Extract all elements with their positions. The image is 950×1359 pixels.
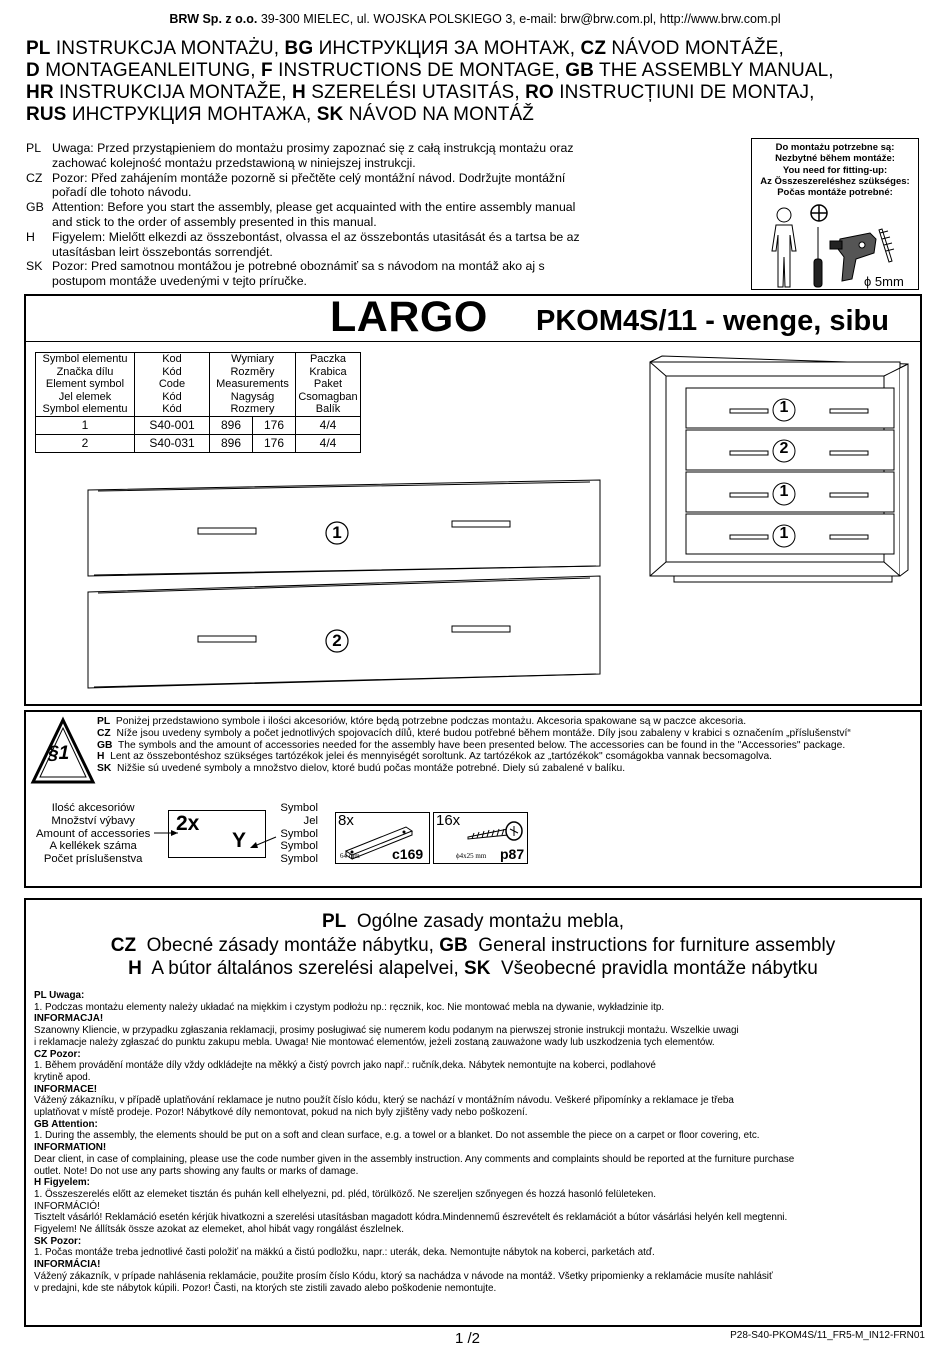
instruction-heading: INFORMACE! [34, 1083, 98, 1095]
note-text: Poniżej przedstawiono symbole i ilości akcesoriów, które będą potrzebne podczas montażu. Akcesoria spakowane są w paczce akcesoria. [115, 716, 747, 727]
cell-symbol: 2 [36, 434, 135, 452]
title-text: INSTRUCȚIUNI DE MONTAJ, [559, 82, 815, 103]
header-line: Kód [162, 403, 182, 415]
instruction-line: Vážený zákazníku, v případě uplatňování reklamace je nutno použít číslo kódu, který se nachází v montážním návodu. Veškeré připomínky a reklamace je třeba [34, 1095, 734, 1107]
instruction-line: v predajni, kde ste nábytok kúpili. Pozor! Časti, na ktorých ste zistili zavado alebo poškodenie nemontujte. [34, 1282, 497, 1294]
legend-line: Jel [303, 814, 318, 827]
instruction-heading: INFORMATION! [34, 1142, 107, 1154]
title-line [26, 104, 834, 126]
lang-code: RO [525, 82, 554, 103]
drawer-number: 1 [779, 525, 789, 542]
instruction-line: INFORMÁCIÓ! [34, 1200, 100, 1212]
header-line: Element symbol [45, 378, 125, 390]
handle-icon [198, 528, 256, 534]
chest-of-drawers-drawing [640, 350, 920, 590]
title-text: INSTRUKCJA MONTAŻU, [55, 38, 280, 59]
lang-code: GB [26, 200, 44, 215]
manual-titles [26, 38, 834, 126]
lang-code: RUS [26, 104, 67, 125]
intro-note [26, 230, 646, 260]
cell-code: S40-001 [135, 416, 210, 434]
header-package [296, 353, 361, 417]
header-line: Paczka [309, 353, 347, 365]
accessory-code: c169 [392, 846, 424, 862]
product-name: LARGO [330, 293, 488, 341]
instruction-line: Vážený zákazník, v prípade nahlásenia reklamácie, použite prosím číslo Kódu, ktorý sa nachádza v návode na montáž. Všetky pripomienky a reklamácie musíte nahlásiť [34, 1270, 773, 1282]
lang-code: H [292, 82, 306, 103]
note-text: Figyelem: Mielőtt elkezdi az összebontást, olvassa el az összebontás utasitását és a tartsa be az [52, 229, 580, 244]
instruction-line: Szanowny Kliencie, w przypadku zgłaszania reklamacji, prosimy posługiwać się numerem kodu podanym na pierwszej stronie instrukcji montażu. Wszelkie uwagi [34, 1025, 739, 1037]
header-measurements [210, 353, 296, 417]
general-title-line [24, 934, 922, 958]
handle-icon [830, 493, 868, 497]
lang-code: SK [316, 104, 344, 125]
tools-header-line: Nezbytné během montáže: [775, 153, 895, 165]
lang-code: H [97, 751, 105, 763]
handle-icon [730, 535, 768, 539]
intro-note [26, 200, 646, 230]
title-text: Ogólne zasady montażu mebla, [356, 911, 625, 932]
tools-header [752, 139, 918, 198]
legend-line: Amount of accessories [36, 827, 151, 840]
handle-icon [452, 521, 510, 527]
note-text: Níže jsou uvedeny symboly a počet jednotlivých spojovacích dílů, které budou potřebné během montáže. Díly jsou zabaleny v krabici s označením „příslušenství“ [116, 727, 851, 739]
acc-note [97, 751, 917, 763]
header-line: Rozmery [230, 403, 275, 415]
accessory-qty: 16x [436, 812, 461, 829]
instruction-line: outlet. Note! Do not use any parts showing any faults or marks of damage. [34, 1165, 359, 1177]
accessory-code: p87 [500, 846, 525, 862]
screw-icon [464, 817, 528, 847]
note-text: Pozor: Před zahájením montáže pozorně si přečtěte celý montážní návod. Dodržujte montážní [52, 170, 566, 185]
note-text: and stick to the order of assembly presented in this manual. [52, 214, 377, 229]
title-line [26, 38, 834, 60]
title-text: INSTRUCTIONS DE MONTAGE, [278, 60, 560, 81]
cell-package: 4/4 [296, 416, 361, 434]
cell-height: 176 [253, 434, 296, 452]
instruction-line: 1. Během provádění montáže díly vždy odkládejte na měkký a čistý povrch jako např.: ručník,deka. Nábytek nemontujte na koberci, podlahové [34, 1060, 656, 1072]
page-number: 1 /2 [455, 1330, 481, 1347]
general-title [24, 910, 922, 981]
screwdriver-icon [814, 227, 822, 287]
handle-icon [730, 493, 768, 497]
header-line: Rozměry [230, 365, 275, 378]
header-line: Kód [162, 365, 182, 378]
lang-code: H [26, 229, 35, 244]
tools-header-line: Az Összeszereléshez szükséges: [760, 175, 910, 187]
accessory-dim: ϕ4x25 mm [456, 852, 487, 860]
header-line: Kód [162, 390, 182, 403]
lang-code: CZ [580, 38, 607, 59]
lang-code: GB [565, 60, 594, 81]
document-code: P28-S40-PKOM4S/11_FR5-M_IN12-FRN01 [730, 1330, 925, 1341]
acc-note [97, 728, 917, 740]
title-text: INSTRUKCIJA MONTAŽE, [59, 82, 287, 103]
header-line: Measurements [216, 378, 289, 390]
legend-line: Počet príslušenstva [43, 853, 143, 866]
title-text: ИНСТРУКЦИЯ МОНТАЖА, [71, 104, 312, 125]
cell-width: 896 [210, 416, 253, 434]
lang-code: SK [464, 958, 491, 979]
drawer-number: 2 [779, 440, 789, 457]
lang-code: CZ [110, 934, 137, 956]
parts-table [35, 352, 361, 453]
legend-line: Symbol [280, 827, 318, 840]
note-text: Pozor: Pred samotnou montážou je potrebné oboznámiť sa s návodom na montáž ako aj s [52, 259, 545, 274]
accessories-notes [97, 716, 917, 775]
parts-table-header [36, 353, 361, 417]
lang-code: CZ [97, 727, 111, 739]
table-row [36, 416, 361, 434]
lang-code: D [26, 60, 40, 81]
note-text: Attention: Before you start the assembly, please get acquainted with the entire assembly manual [52, 200, 576, 215]
instruction-heading: H Figyelem: [34, 1177, 90, 1189]
tools-header-line: You need for fitting-up: [782, 164, 888, 176]
instruction-heading: GB Attention: [34, 1118, 98, 1130]
note-text: postupom montáže uvedenými v tejto príručke. [52, 274, 307, 289]
panel-number-2: 2 [332, 631, 342, 650]
product-model: PKOM4S/11 - wenge, sibu [536, 305, 889, 337]
instruction-heading: INFORMÁCIA! [34, 1259, 101, 1271]
drawer-number: 1 [779, 399, 789, 416]
title-text: Obecné zásady montáže nábytku, [146, 934, 434, 956]
handle-icon [830, 451, 868, 455]
cell-symbol: 1 [36, 416, 135, 434]
lang-code: SK [97, 763, 112, 775]
instruction-line: 1. Podczas montażu elementy należy układać na miękkim i czystym podłożu np.: ręcznik, koc. Nie montować mebla na dywanie, wykładzinie itp. [34, 1001, 665, 1013]
tools-needed-box [751, 138, 919, 290]
header-line: Paket [313, 378, 343, 390]
cell-width: 896 [210, 434, 253, 452]
handle-icon [198, 636, 256, 642]
instruction-line: i reklamacje należy zgłaszać do punktu zakupu mebla. Uwaga! Nie montować elementów, jeżeli zostaną zauważone wady lub uszkodzenia tych elementów. [34, 1036, 715, 1048]
title-line [26, 60, 834, 82]
intro-note [26, 259, 646, 289]
lang-code: GB [439, 934, 468, 956]
header-line: Značka dílu [56, 365, 114, 378]
title-text: NÁVOD NA MONTÁŽ [348, 104, 534, 125]
acc-note [97, 716, 917, 728]
tools-header-line: Do montażu potrzebne są: [775, 142, 895, 153]
header-code [135, 353, 210, 417]
instruction-heading: PL Uwaga: [34, 990, 85, 1001]
lang-code: GB [97, 739, 113, 751]
title-text: Všeobecné pravidla montáže nábytku [500, 958, 818, 979]
header-line: Symbol elementu [42, 353, 128, 365]
note-text: The symbols and the amount of accessories needed for the assembly have been presented below. The accessories can be found in the "Accessories" package. [118, 739, 846, 751]
note-text: pořadí dle tohoto návodu. [52, 185, 192, 200]
general-instructions-text [34, 990, 914, 1294]
instruction-line: Dear client, in case of complaining, please use the code number given in the assembly instruction. Any comments and complaints should be reported at the furniture purchase [34, 1153, 795, 1165]
header-line: Wymiary [231, 353, 274, 365]
accessory-dim: 64 mm [340, 852, 360, 860]
handle-icon [830, 535, 868, 539]
lang-code: PL [97, 716, 111, 727]
legend-line: Symbol [280, 853, 318, 866]
legend-symbol: Y [232, 829, 247, 852]
drawer-number: 1 [779, 483, 789, 500]
legend-quantity: 2x [176, 812, 200, 835]
accessory-screw [433, 812, 528, 864]
company-address: 39-300 MIELEC, ul. WOJSKA POLSKIEGO 3, e-mail: brw@brw.com.pl, http://www.brw.com.pl [257, 12, 781, 26]
lang-code: BG [284, 38, 314, 59]
header-line: Code [158, 378, 186, 390]
lang-code: HR [26, 82, 54, 103]
accessory-qty: 8x [338, 812, 354, 829]
lang-code: H [128, 958, 142, 979]
legend-line: A kellékek száma [49, 840, 137, 853]
instruction-line: 1. Összeszerelés előtt az elemeket tisztán és puhán kell elhelyezni, pd. pléd, törülköző. Ne szereljen szőnyegen és hozzá hasonló felületeken. [34, 1188, 656, 1200]
lang-code: F [260, 60, 273, 81]
header-line: Krabica [309, 365, 347, 378]
legend-line: Množství výbavy [51, 814, 135, 827]
header-line: Balík [315, 403, 341, 415]
title-text: ИНСТРУКЦИЯ ЗА МОНТАЖ, [318, 38, 576, 59]
header-line: Nagyság [230, 390, 275, 403]
acc-note [97, 763, 917, 775]
person-icon [772, 208, 796, 287]
section-symbol: §1 [48, 743, 70, 764]
title-text: A bútor általános szerelési alapelvei, [151, 958, 459, 979]
handle-icon [452, 626, 510, 632]
instruction-line: Tisztelt vásárló! Reklamáció esetén kérjük hivatkozni a szerelési utasításban magadott kódra.Mindennemű észrevételt és reklamációt a bútor vásárlási helyén kell megtenni. [34, 1212, 788, 1224]
title-line [26, 82, 834, 104]
general-title-line [24, 910, 922, 934]
panel-number-1: 1 [332, 523, 342, 542]
general-title-line [24, 957, 922, 981]
title-text: THE ASSEMBLY MANUAL, [599, 60, 834, 81]
company-name: BRW Sp. z o.o. [169, 12, 258, 26]
title-text: NÁVOD MONTÁŽE, [611, 38, 784, 59]
intro-note [26, 171, 646, 201]
drill-bit-icon [879, 229, 894, 262]
acc-note [97, 740, 917, 752]
accessory-handle [335, 812, 430, 864]
instruction-heading: INFORMACJA! [34, 1013, 104, 1025]
lang-code: SK [26, 259, 43, 274]
instruction-line: Figyelem! Ne állítsák össze azokat az elemeket, ahol hibát vagy rongálást észlelnek. [34, 1224, 404, 1236]
legend-line: Symbol [280, 840, 318, 853]
instruction-line: 1. During the assembly, the elements should be put on a soft and clean surface, e.g. a towel or a blanket. Do not assemble the piece on a carpet or floor covering, etc. [34, 1130, 760, 1142]
lang-code: CZ [26, 170, 43, 185]
lang-code: PL [321, 911, 347, 932]
note-text: Nižšie sú uvedené symboly a množstvo dielov, ktoré budú počas montáže potrebné. Diely sú zabalené v balíku. [117, 763, 626, 775]
header-line: Csomagban [298, 390, 358, 403]
note-text: utasításban leirt összebontás sorrendjét. [52, 244, 273, 259]
header-symbol [36, 353, 135, 417]
legend-arrows [140, 820, 290, 860]
instruction-line: 1. Počas montáže treba jednotlivé časti položiť na mäkkú a čistú podložku, napr.: uterák, deka. Nemontujte nábytok na koberci, parketách atď. [34, 1247, 655, 1259]
note-text: Uwaga: Przed przystąpieniem do montażu prosimy zapoznać się z całą instrukcją montażu oraz [52, 141, 574, 155]
title-text: General instructions for furniture assembly [478, 934, 836, 956]
cell-code: S40-031 [135, 434, 210, 452]
legend-symbol-labels [276, 802, 318, 866]
instruction-line: krytině apod. [34, 1071, 91, 1083]
instruction-heading: CZ Pozor: [34, 1048, 81, 1060]
header-line: Kod [162, 353, 182, 365]
header-line: Symbol elementu [42, 403, 128, 415]
note-text: Lent az összebontéshoz szükséges tartózékok jelei és mennyiségét soroltunk. Az tartózékok az „tartózékok" csomágokba vannak becsomagolva. [110, 751, 773, 763]
intro-notes [26, 141, 646, 289]
lang-code: PL [26, 38, 51, 59]
title-text: SZERELÉSI UTASITÁS, [311, 82, 520, 103]
table-row [36, 434, 361, 452]
legend-line: Symbol [280, 802, 318, 814]
cell-package: 4/4 [296, 434, 361, 452]
title-text: MONTAGEANLEITUNG, [45, 60, 256, 81]
handle-icon [730, 451, 768, 455]
legend-line: Ilość akcesoriów [51, 802, 135, 814]
drill-size-label: ϕ 5mm [864, 274, 904, 289]
phillips-head-icon [811, 205, 827, 221]
handle-icon [730, 409, 768, 413]
tools-header-line: Počas montáže potrebné: [777, 187, 893, 199]
instruction-line: uplatňovat v místě prodeje. Pozor! Nábytkové díly nemontovat, pokud na nich byly zjištěny vady nebo poškození. [34, 1107, 528, 1119]
drawer-fronts-drawing [80, 478, 620, 690]
cell-height: 176 [253, 416, 296, 434]
instruction-heading: SK Pozor: [34, 1235, 82, 1247]
intro-note [26, 141, 646, 171]
company-header [0, 12, 950, 26]
legend-amount-labels [36, 802, 150, 866]
note-text: zachować kolejność montażu przedstawioną w niniejszej instrukcji. [52, 155, 416, 170]
header-line: Jel elemek [58, 390, 112, 403]
lang-code: PL [26, 141, 42, 155]
handle-icon [830, 409, 868, 413]
